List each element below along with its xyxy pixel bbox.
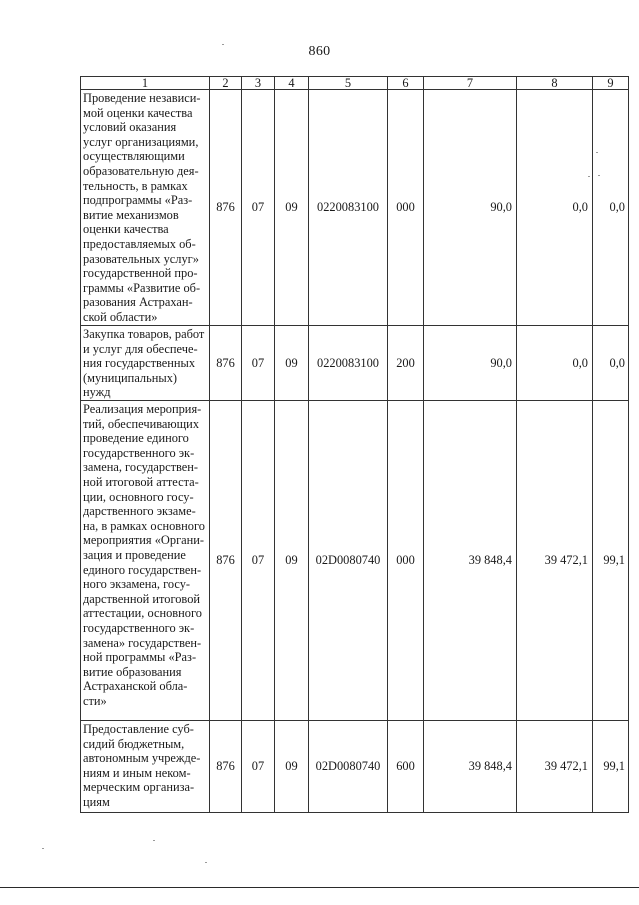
cell-executed-amount: 39 472,1 [517, 721, 593, 813]
cell-execution-percent: 99,1 [593, 401, 629, 721]
scan-speck [222, 44, 224, 45]
scan-speck [596, 152, 598, 153]
table-row [81, 90, 629, 326]
cell-subsection-code: 09 [275, 401, 309, 721]
scan-speck [153, 840, 155, 841]
cell-section-code: 07 [242, 326, 275, 401]
scan-speck [205, 862, 207, 863]
cell-executed-amount: 0,0 [517, 326, 593, 401]
column-number-row [81, 77, 629, 90]
cell-execution-percent: 0,0 [593, 326, 629, 401]
row-description: Проведение независи- мой оценки качества условий оказания услуг организациями, осуществляющими образовательную дея- тельность, в рамках подпрограммы «Раз- витие механизмов оценки качества предоставляемых об- разовательных услуг» государственной про- граммы «Развитие об- разования Астрахан- ской области» [81, 90, 210, 326]
cell-ministry-code: 876 [210, 90, 242, 326]
scan-speck [598, 175, 600, 176]
cell-ministry-code: 876 [210, 721, 242, 813]
column-header: 1 [81, 77, 210, 90]
cell-target-article: 02D0080740 [309, 721, 388, 813]
cell-section-code: 07 [242, 401, 275, 721]
cell-expense-type: 200 [388, 326, 424, 401]
table-row [81, 326, 629, 401]
cell-target-article: 0220083100 [309, 90, 388, 326]
cell-executed-amount: 0,0 [517, 90, 593, 326]
row-description: Предоставление суб- сидий бюджетным, автономным учрежде- ниям и иным неком- мерческим организа- циям [81, 721, 210, 813]
row-description: Реализация мероприя- тий, обеспечивающих проведение единого государственного эк- замена, государствен- ной итоговой аттеста- ции, основного госу- дарственного экзаме- на, в рамках основного мероприятия «Органи- зация и проведение единого государствен- ного экзамена, госу- дарственной итоговой аттестации, основного государственного эк- замена» государствен- ной программы «Раз- витие образования Астраханской обла- сти» [81, 401, 210, 721]
column-header: 4 [275, 77, 309, 90]
cell-expense-type: 000 [388, 401, 424, 721]
cell-subsection-code: 09 [275, 326, 309, 401]
column-header: 2 [210, 77, 242, 90]
cell-planned-amount: 90,0 [424, 90, 517, 326]
cell-executed-amount: 39 472,1 [517, 401, 593, 721]
scan-speck [42, 848, 44, 849]
column-header: 6 [388, 77, 424, 90]
table-row [81, 721, 629, 813]
cell-execution-percent: 0,0 [593, 90, 629, 326]
column-header: 3 [242, 77, 275, 90]
cell-ministry-code: 876 [210, 326, 242, 401]
column-header: 8 [517, 77, 593, 90]
scan-edge-line [0, 887, 639, 888]
cell-section-code: 07 [242, 90, 275, 326]
cell-planned-amount: 39 848,4 [424, 721, 517, 813]
budget-table [80, 76, 629, 813]
page-number: 860 [308, 44, 331, 59]
row-description: Закупка товаров, работ и услуг для обеспече- ния государственных (муниципальных) нужд [81, 326, 210, 401]
cell-subsection-code: 09 [275, 90, 309, 326]
cell-planned-amount: 39 848,4 [424, 401, 517, 721]
column-header: 7 [424, 77, 517, 90]
scan-speck [588, 176, 590, 177]
cell-target-article: 02D0080740 [309, 401, 388, 721]
cell-ministry-code: 876 [210, 401, 242, 721]
table-row [81, 401, 629, 721]
column-header: 5 [309, 77, 388, 90]
cell-planned-amount: 90,0 [424, 326, 517, 401]
cell-section-code: 07 [242, 721, 275, 813]
cell-expense-type: 600 [388, 721, 424, 813]
cell-execution-percent: 99,1 [593, 721, 629, 813]
cell-target-article: 0220083100 [309, 326, 388, 401]
cell-subsection-code: 09 [275, 721, 309, 813]
column-header: 9 [593, 77, 629, 90]
cell-expense-type: 000 [388, 90, 424, 326]
